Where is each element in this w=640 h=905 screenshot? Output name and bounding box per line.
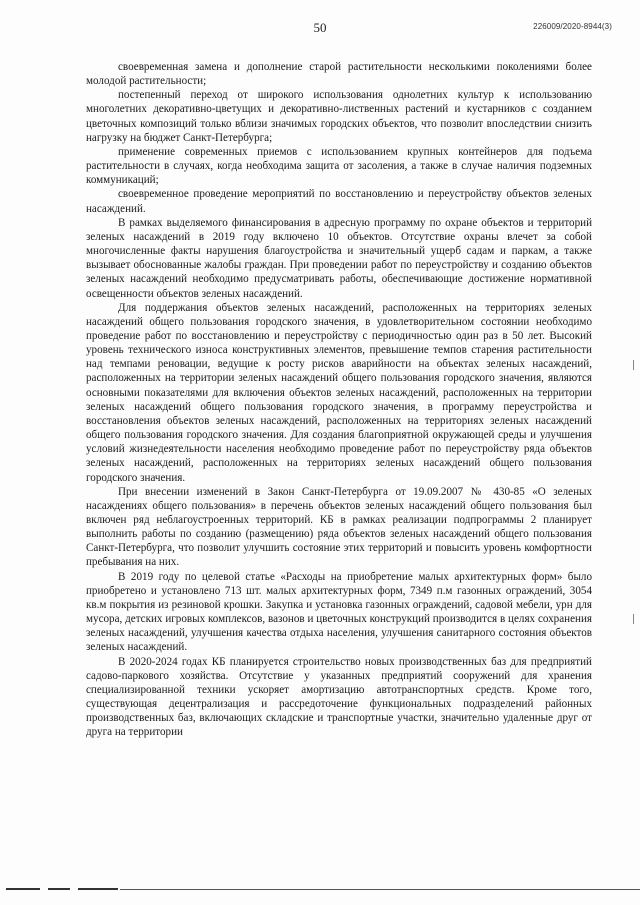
scan-margin-mark [633,360,634,370]
scan-streak [48,888,70,890]
scan-margin-mark [633,614,634,624]
scan-streak [78,888,118,890]
document-body [86,60,592,740]
paragraph-5: В рамках выделяемого финансирования в адресную программу по охране объектов и территорий зеленых насаждений в 2019 году включено 10 объектов. Отсутствие охраны влечет за собой многочисленные факты нарушения благоустройства и значительный ущерб садам и паркам, а также вызывает обоснованные жалобы граждан. При проведении работ по переустройству и созданию объектов зеленых насаждений необходимо предусматривать работы, обеспечивающие достижение нормативной освещенности объектов зеленых насаждений. [86,216,592,300]
document-id: 226009/2020-8944(3) [533,22,612,31]
scan-artifact-bottom-edge [0,887,640,891]
page-number: 50 [313,20,327,35]
paragraph-2: постепенный переход от широкого использования однолетних культур к использованию многолетних декоративно-цветущих и декоративно-лиственных растений и кустарников с созданием цветочных композиций только вблизи значимых городских объектов, что позволит впоследствии снизить нагрузку на бюджет Санкт-Петербурга; [86,89,592,144]
scan-line [120,889,640,890]
paragraph-9: В 2020-2024 годах КБ планируется строительство новых производственных баз для предприятий садово-паркового хозяйства. Отсутствие у указанных предприятий сооружений для хранения специализированной техники ускоряет амортизацию автотранспортных средств. Кроме того, существующая децентрализация и рассредоточение функциональных подразделений районных производственных баз, включающих складские и транспортные участки, значительно удаленные друг от друга на территории [86,655,592,739]
paragraph-1: своевременная замена и дополнение старой растительности несколькими поколениями более молодой растительности; [86,61,592,88]
paragraph-7: При внесении изменений в Закон Санкт-Петербурга от 19.09.2007 № 430-85 «О зеленых насаждениях общего пользования» в перечень объектов зеленых насаждений общего пользования был включен ряд неблагоустроенных территорий. КБ в рамках реализации подпрограммы 2 планирует выполнить работы по созданию (размещению) ряда объектов зеленых насаждений общего пользования Санкт-Петербурга, что позволит улучшить состояние этих территорий и повысить уровень комфортности пребывания на них. [86,485,592,569]
scan-streak [6,888,40,890]
paragraph-3: применение современных приемов с использованием крупных контейнеров для подъема растительности в случаях, когда необходима защита от засоления, а также в случае наличия подземных коммуникаций; [86,145,592,187]
paragraph-8: В 2019 году по целевой статье «Расходы на приобретение малых архитектурных форм» было приобретено и установлено 713 шт. малых архитектурных форм, 7349 п.м газонных ограждений, 3054 кв.м покрытия из резиновой крошки. Закупка и установка газонных ограждений, садовой мебели, урн для мусора, детских игровых комплексов, вазонов и цветочных конструкций производится в целях сохранения зеленых насаждений, улучшения качества отдыха населения, улучшения санитарного состояния объектов зеленых насаждений. [86,570,592,654]
paragraph-4: своевременное проведение мероприятий по восстановлению и переустройству объектов зеленых насаждений. [86,188,592,215]
paragraph-6: Для поддержания объектов зеленых насаждений, расположенных на территориях зеленых насаждений общего пользования городского значения, в удовлетворительном состоянии необходимо проведение работ по восстановлению и переустройству с периодичностью один раз в 50 лет. Высокий уровень технического износа конструктивных элементов, превышение темпов старения растительности над темпами реновации, ведущие к росту рисков аварийности на объектах зеленых насаждений, расположенных на территории зеленых насаждений общего пользования городского значения, являются основными показателями для включения объектов зеленых насаждений, расположенных на территории зеленых насаждений общего пользования городского значения, в программу переустройства и восстановления объектов зеленых насаждений, расположенных на территориях зеленых насаждений общего пользования городского значения. Для создания благоприятной окружающей среды и улучшения условий жизнедеятельности населения необходимо проведение работ по переустройству ряда объектов зеленых насаждений, расположенных на территориях зеленых насаждений общего пользования городского значения. [86,301,592,484]
